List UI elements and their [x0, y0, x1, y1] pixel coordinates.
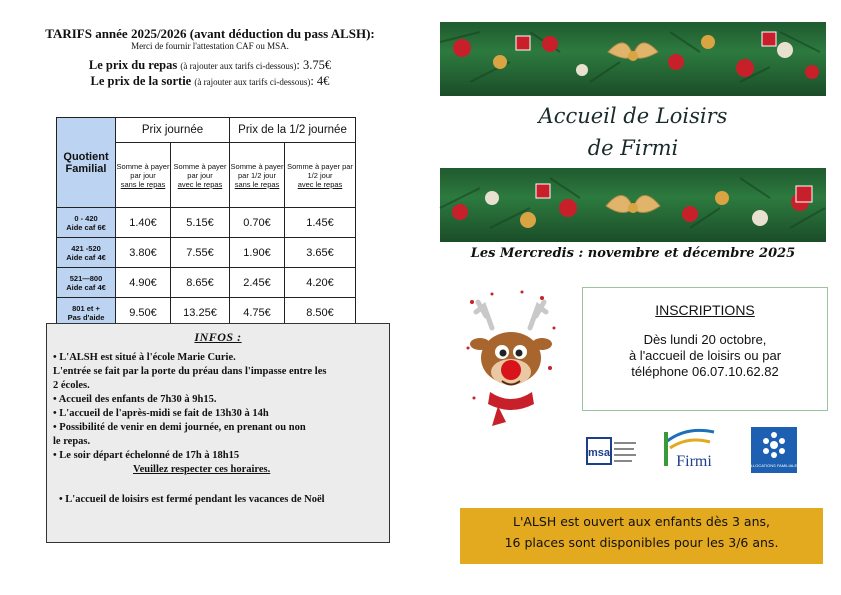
inscriptions-line: à l'accueil de loisirs ou par	[628, 348, 782, 363]
subheader-cell: Somme à payer par 1/2 jour sans le repas	[230, 143, 285, 208]
infos-title: INFOS :	[194, 330, 242, 344]
outing-price	[0, 74, 420, 89]
banner-line-2: 16 places sont disponibles pour les 3/6 ans.	[504, 535, 779, 550]
inscriptions-title: INSCRIPTIONS	[655, 302, 755, 318]
msa-logo	[586, 434, 642, 468]
price-cell: 2.45€	[230, 268, 285, 298]
christmas-garland-top	[440, 22, 826, 96]
price-cell: 0.70€	[230, 208, 285, 238]
price-cell: 5.15€	[171, 208, 230, 238]
price-cell: 13.25€	[171, 298, 230, 328]
meal-price-label: Le prix du repas	[88, 58, 178, 72]
inscriptions-line: téléphone 06.07.10.62.82	[631, 364, 779, 379]
price-cell: 4.75€	[230, 298, 285, 328]
infos-line: • L'accueil de l'après-midi se fait de 13h30 à 14h	[53, 408, 269, 419]
period-subtitle: Les Mercredis : novembre et décembre 2025	[470, 246, 796, 261]
infos-box	[46, 323, 390, 543]
price-cell: 3.65€	[285, 238, 356, 268]
reindeer-illustration-icon	[462, 288, 560, 432]
infos-line: L'entrée se fait par la porte du préau dans l'impasse entre les	[53, 366, 327, 377]
garland-decoration-icon	[440, 168, 826, 242]
caf-logo-icon	[748, 427, 800, 473]
infos-line: • Accueil des enfants de 7h30 à 9h15.	[53, 394, 217, 405]
outing-price-label: Le prix de la sortie	[90, 74, 192, 88]
firmi-logo	[658, 424, 722, 472]
christmas-garland-bottom	[440, 168, 826, 242]
inscriptions-line: Dès lundi 20 octobre,	[643, 332, 767, 347]
subheader-cell: Somme à payer par jour sans le repas	[116, 143, 171, 208]
subheader-cell: Somme à payer par jour avec le repas	[171, 143, 230, 208]
day-price-header: Prix journée	[116, 118, 230, 143]
qf-header: Quotient Familial	[57, 118, 116, 208]
tariffs-subtitle: Merci de fournir l'attestation CAF ou MSA.	[131, 41, 289, 51]
infos-line: • L'accueil de loisirs est fermé pendant les vacances de Noël	[59, 494, 325, 505]
price-cell: 4.90€	[116, 268, 171, 298]
qf-range-cell: 0 - 420 Aide caf 6€	[57, 208, 116, 238]
title-line-2: de Firmi	[587, 136, 679, 160]
title-line-1: Accueil de Loisirs	[538, 104, 728, 128]
table-row	[57, 268, 356, 298]
qf-range-cell: 801 et + Pas d'aide	[57, 298, 116, 328]
infos-line: • Le soir départ échelonné de 17h à 18h15	[53, 450, 240, 461]
firmi-logo-text: Firmi	[676, 453, 712, 470]
meal-price-value: : 3.75€	[296, 58, 332, 72]
tariffs-title: TARIFS année 2025/2026 (avant déduction du pass ALSH):	[45, 26, 375, 41]
garland-decoration-icon	[440, 22, 826, 96]
price-cell: 9.50€	[116, 298, 171, 328]
caf-logo-text: ALLOCATIONS FAMILIALES	[748, 463, 800, 468]
infos-line: • Possibilité de venir en demi journée, en prenant ou non	[53, 422, 306, 433]
inscriptions-box	[582, 287, 828, 411]
caf-logo	[748, 427, 800, 473]
table-row	[57, 238, 356, 268]
tariff-table	[56, 117, 356, 328]
infos-line: • L'ALSH est situé à l'école Marie Curie.	[53, 352, 236, 363]
outing-price-note: (à rajouter aux tarifs ci-dessous)	[194, 77, 311, 87]
price-cell: 1.45€	[285, 208, 356, 238]
price-cell: 8.65€	[171, 268, 230, 298]
meal-price-note: (à rajouter aux tarifs ci-dessous)	[180, 61, 297, 71]
subheader-cell: Somme à payer par 1/2 jour avec le repas	[285, 143, 356, 208]
msa-logo-text: msa	[587, 447, 611, 459]
qf-range-cell: 421 -520 Aide caf 4€	[57, 238, 116, 268]
infos-line: Veuillez respecter ces horaires.	[133, 464, 271, 475]
meal-price	[0, 58, 420, 73]
qf-range-cell: 521—800 Aide caf 4€	[57, 268, 116, 298]
price-cell: 1.90€	[230, 238, 285, 268]
infos-line: le repas.	[53, 436, 91, 447]
price-cell: 8.50€	[285, 298, 356, 328]
half-day-price-header: Prix de la 1/2 journée	[230, 118, 356, 143]
msa-logo-icon	[586, 434, 642, 468]
outing-price-value: : 4€	[310, 74, 330, 88]
table-row	[57, 208, 356, 238]
price-cell: 1.40€	[116, 208, 171, 238]
price-cell: 7.55€	[171, 238, 230, 268]
price-cell: 3.80€	[116, 238, 171, 268]
capacity-banner	[460, 508, 823, 564]
banner-line-1: L'ALSH est ouvert aux enfants dès 3 ans,	[512, 514, 770, 529]
infos-line: 2 écoles.	[53, 380, 90, 391]
price-cell: 4.20€	[285, 268, 356, 298]
firmi-logo-icon	[658, 424, 722, 472]
